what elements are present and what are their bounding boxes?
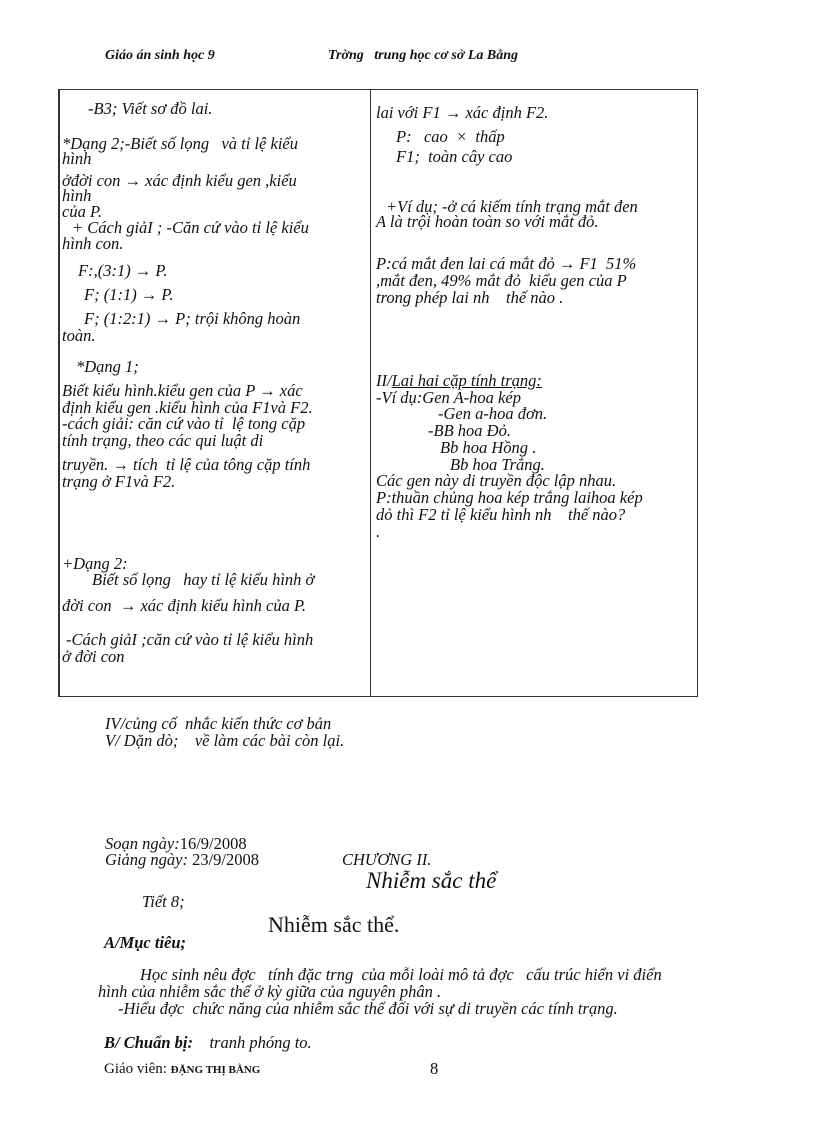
review-line: IV/củng cố nhắc kiến thức cơ bản	[105, 714, 332, 733]
objective-line: Học sinh nêu đợc tính đặc trng của mỗi loài mô tả đợc cấu trúc hiển vi điển	[140, 965, 662, 984]
prepared-value: 16/9/2008	[179, 834, 247, 853]
left-line: tính trạng, theo các qui luật di	[62, 431, 264, 450]
left-line: *Dạng 2;-Biết số lọng và tỉ lệ kiểu	[62, 134, 298, 153]
right-line: P:thuần chủng hoa kép trắng laihoa kép	[376, 488, 643, 507]
left-line: truyền. → tích tỉ lệ của tông cặp tính	[62, 455, 311, 474]
right-line: .	[376, 522, 381, 541]
section-title: Lai hai cặp tính trạng:	[391, 371, 542, 390]
right-line: -Gen a-hoa đơn.	[438, 404, 548, 423]
left-line: + Cách giảI ; -Căn cứ vào tỉ lệ kiểu	[72, 218, 309, 237]
left-line: hình con.	[62, 234, 124, 253]
left-line: định kiểu gen .kiểu hình của F1và F2.	[62, 398, 313, 417]
teaching-date	[105, 851, 259, 868]
left-line: F; (1:2:1) → P; trội không hoàn	[84, 309, 301, 328]
section-heading	[376, 372, 542, 389]
right-line: Bb hoa Hồng .	[440, 438, 537, 457]
left-line: -Cách giảI ;căn cứ vào tỉ lệ kiểu hình	[66, 630, 314, 649]
teaching-value: 23/9/2008	[192, 850, 259, 869]
left-line: ởđời con → xác định kiểu gen ,kiểu	[62, 171, 297, 190]
objective-line: hình của nhiễm sắc thể ở kỳ giữa của nguyên phân .	[98, 982, 442, 1001]
left-line: Biết kiểu hình.kiểu gen của P → xác	[62, 381, 303, 400]
section-b-heading: B/ Chuẩn bị:	[104, 1033, 193, 1052]
teacher-label: Giáo viên:	[104, 1061, 167, 1077]
right-line: -Ví dụ:Gen A-hoa kép	[376, 388, 521, 407]
prep-text: tranh phóng to.	[209, 1033, 312, 1052]
section-a-heading: A/Mục tiêu;	[104, 933, 187, 952]
review-line: V/ Dặn dò; về làm các bài còn lại.	[105, 731, 345, 750]
left-line: F; (1:1) → P.	[84, 285, 174, 304]
objective-line: -Hiểu đợc chức năng của nhiễm sắc thể đối với sự di truyền các tính trạng.	[118, 999, 618, 1018]
left-line: toàn.	[62, 326, 96, 345]
left-line: F:,(3:1) → P.	[78, 261, 168, 280]
teacher-footer	[104, 1061, 260, 1079]
header-left: Giáo án sinh học 9	[105, 48, 215, 63]
right-line: F1; toàn cây cao	[396, 147, 513, 166]
right-line: P:cá mắt đen lai cá mắt đỏ → F1 51%	[376, 254, 637, 273]
right-line: ,mắt đen, 49% mắt đỏ kiểu gen của P	[376, 271, 627, 290]
right-line: dỏ thì F2 tỉ lệ kiểu hình nh thế nào?	[376, 505, 626, 524]
right-line: Bb hoa Trắng.	[450, 455, 545, 474]
left-line: Biết số lọng hay tỉ lệ kiểu hình ở	[92, 570, 315, 589]
left-line: hình	[62, 186, 92, 205]
right-line: +Ví dụ; -ở cá kiếm tính trạng mắt đen	[386, 197, 638, 216]
teacher-name: ĐẶNG THỊ BẰNG	[170, 1064, 261, 1076]
left-line: *Dạng 1;	[76, 357, 139, 376]
chapter-label: CHƯƠNG II.	[342, 850, 432, 869]
section-number: II/	[376, 371, 392, 390]
teaching-label: Giảng ngày:	[105, 850, 188, 869]
left-line: của P.	[62, 202, 103, 221]
section-b	[104, 1034, 312, 1051]
left-line: đời con → xác định kiểu hình của P.	[62, 596, 307, 615]
right-line: -BB hoa Đỏ.	[428, 421, 511, 440]
right-line: P: cao × thấp	[396, 127, 505, 146]
prepared-label: Soạn ngày:	[105, 834, 180, 853]
page-number: 8	[430, 1059, 439, 1078]
left-line: trạng ở F1và F2.	[62, 472, 176, 491]
period-label: Tiết 8;	[142, 892, 185, 911]
left-line: +Dạng 2:	[62, 554, 128, 573]
chapter-title: Nhiễm sắc thể	[366, 868, 497, 893]
left-line: hình	[62, 149, 92, 168]
right-line: Các gen này di truyền độc lập nhau.	[376, 471, 617, 490]
right-line: lai với F1 → xác định F2.	[376, 103, 549, 122]
left-line: ở đời con	[62, 647, 125, 666]
left-line: -B3; Viết sơ đồ lai.	[88, 99, 213, 118]
table-divider	[370, 89, 371, 697]
lesson-title: Nhiễm sắc thể.	[268, 912, 400, 937]
left-line: -cách giải: căn cứ vào tỉ lệ tong cặp	[62, 414, 306, 433]
header-right: Trờng trung học cơ sở La Bằng	[328, 48, 519, 63]
right-line: trong phép lai nh thế nào .	[376, 288, 564, 307]
right-line: A là trội hoàn toàn so với mắt đỏ.	[376, 212, 599, 231]
